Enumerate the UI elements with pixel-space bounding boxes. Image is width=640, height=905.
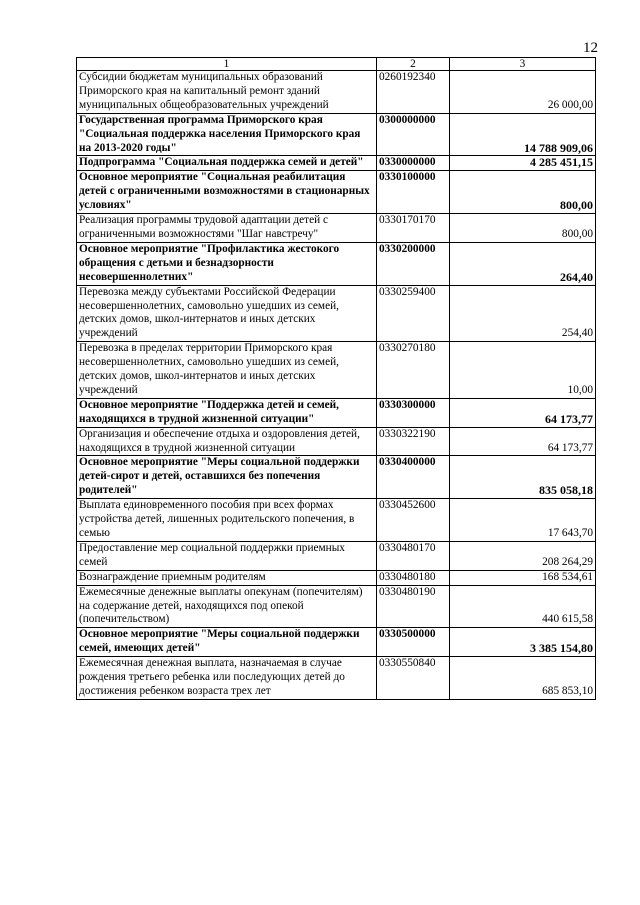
row-code-cell: 0330300000 bbox=[377, 398, 450, 427]
table-row bbox=[77, 398, 596, 427]
row-name-cell: Основное мероприятие "Меры социальной поддержки семей, имеющих детей" bbox=[77, 628, 377, 657]
table-header-row bbox=[77, 58, 596, 71]
row-name-cell: Основное мероприятие "Профилактика жестокого обращения с детьми и безнадзорности несовершеннолетних" bbox=[77, 242, 377, 285]
table-row bbox=[77, 156, 596, 171]
row-sum-cell: 64 173,77 bbox=[450, 427, 596, 456]
row-sum-cell: 3 385 154,80 bbox=[450, 628, 596, 657]
row-code-cell: 0330200000 bbox=[377, 242, 450, 285]
row-name-cell: Основное мероприятие "Меры социальной поддержки детей-сирот и детей, оставшихся без попечения родителей" bbox=[77, 456, 377, 499]
row-code-cell: 0260192340 bbox=[377, 71, 450, 114]
table-row bbox=[77, 585, 596, 628]
table-row bbox=[77, 242, 596, 285]
column-header-name: 1 bbox=[77, 58, 377, 71]
row-code-cell: 0330322190 bbox=[377, 427, 450, 456]
row-sum-cell: 685 853,10 bbox=[450, 657, 596, 700]
table-row bbox=[77, 628, 596, 657]
row-code-cell: 0330000000 bbox=[377, 156, 450, 171]
row-name-cell: Подпрограмма "Социальная поддержка семей и детей" bbox=[77, 156, 377, 171]
row-name-cell: Субсидии бюджетам муниципальных образований Приморского края на капитальный ремонт зданий муниципальных общеобразовательных учреждений bbox=[77, 71, 377, 114]
row-sum-cell: 264,40 bbox=[450, 242, 596, 285]
row-name-cell: Ежемесячная денежная выплата, назначаемая в случае рождения третьего ребенка или последующих детей до достижения ребенком возраста трех лет bbox=[77, 657, 377, 700]
row-name-cell: Вознаграждение приемным родителям bbox=[77, 570, 377, 585]
row-code-cell: 0330452600 bbox=[377, 499, 450, 542]
row-sum-cell: 26 000,00 bbox=[450, 71, 596, 114]
table-row bbox=[77, 285, 596, 342]
row-sum-cell: 254,40 bbox=[450, 285, 596, 342]
row-name-cell: Ежемесячные денежные выплаты опекунам (попечителям) на содержание детей, находящихся под опекой (попечительством) bbox=[77, 585, 377, 628]
row-code-cell: 0330100000 bbox=[377, 171, 450, 214]
row-code-cell: 0330500000 bbox=[377, 628, 450, 657]
row-sum-cell: 4 285 451,15 bbox=[450, 156, 596, 171]
row-name-cell: Реализация программы трудовой адаптации детей с ограниченными возможностями "Шаг навстречу" bbox=[77, 214, 377, 243]
page-number: 12 bbox=[583, 40, 598, 56]
row-sum-cell: 440 615,58 bbox=[450, 585, 596, 628]
table-row bbox=[77, 657, 596, 700]
row-code-cell: 0330480190 bbox=[377, 585, 450, 628]
table-row bbox=[77, 171, 596, 214]
row-code-cell: 0330259400 bbox=[377, 285, 450, 342]
budget-table bbox=[76, 57, 596, 700]
row-sum-cell: 168 534,61 bbox=[450, 570, 596, 585]
row-sum-cell: 800,00 bbox=[450, 214, 596, 243]
table-row bbox=[77, 342, 596, 399]
column-header-sum: 3 bbox=[450, 58, 596, 71]
row-name-cell: Выплата единовременного пособия при всех формах устройства детей, лишенных родительского попечения, в семью bbox=[77, 499, 377, 542]
row-name-cell: Перевозка в пределах территории Приморского края несовершеннолетних, самовольно ушедших из семей, детских домов, школ-интернатов и иных детских учреждений bbox=[77, 342, 377, 399]
row-code-cell: 0330170170 bbox=[377, 214, 450, 243]
row-sum-cell: 64 173,77 bbox=[450, 398, 596, 427]
row-code-cell: 0330400000 bbox=[377, 456, 450, 499]
row-name-cell: Предоставление мер социальной поддержки приемных семей bbox=[77, 541, 377, 570]
row-name-cell: Организация и обеспечение отдыха и оздоровления детей, находящихся в трудной жизненной ситуации bbox=[77, 427, 377, 456]
row-code-cell: 0330480170 bbox=[377, 541, 450, 570]
row-sum-cell: 835 058,18 bbox=[450, 456, 596, 499]
column-header-code: 2 bbox=[377, 58, 450, 71]
row-code-cell: 0300000000 bbox=[377, 113, 450, 156]
row-name-cell: Основное мероприятие "Социальная реабилитация детей с ограниченными возможностями в стационарных условиях" bbox=[77, 171, 377, 214]
row-sum-cell: 800,00 bbox=[450, 171, 596, 214]
table-row bbox=[77, 541, 596, 570]
row-name-cell: Перевозка между субъектами Российской Федерации несовершеннолетних, самовольно ушедших из семей, детских домов, школ-интернатов и иных детских учреждений bbox=[77, 285, 377, 342]
row-code-cell: 0330550840 bbox=[377, 657, 450, 700]
table-row bbox=[77, 499, 596, 542]
table-row bbox=[77, 456, 596, 499]
row-sum-cell: 17 643,70 bbox=[450, 499, 596, 542]
table-row bbox=[77, 71, 596, 114]
row-sum-cell: 208 264,29 bbox=[450, 541, 596, 570]
row-sum-cell: 14 788 909,06 bbox=[450, 113, 596, 156]
table-row bbox=[77, 113, 596, 156]
row-name-cell: Основное мероприятие "Поддержка детей и семей, находящихся в трудной жизненной ситуации" bbox=[77, 398, 377, 427]
table-body bbox=[77, 58, 596, 700]
table-row bbox=[77, 214, 596, 243]
row-code-cell: 0330480180 bbox=[377, 570, 450, 585]
row-code-cell: 0330270180 bbox=[377, 342, 450, 399]
table-row bbox=[77, 427, 596, 456]
row-sum-cell: 10,00 bbox=[450, 342, 596, 399]
row-name-cell: Государственная программа Приморского края "Социальная поддержка населения Приморского края на 2013-2020 годы" bbox=[77, 113, 377, 156]
table-row bbox=[77, 570, 596, 585]
